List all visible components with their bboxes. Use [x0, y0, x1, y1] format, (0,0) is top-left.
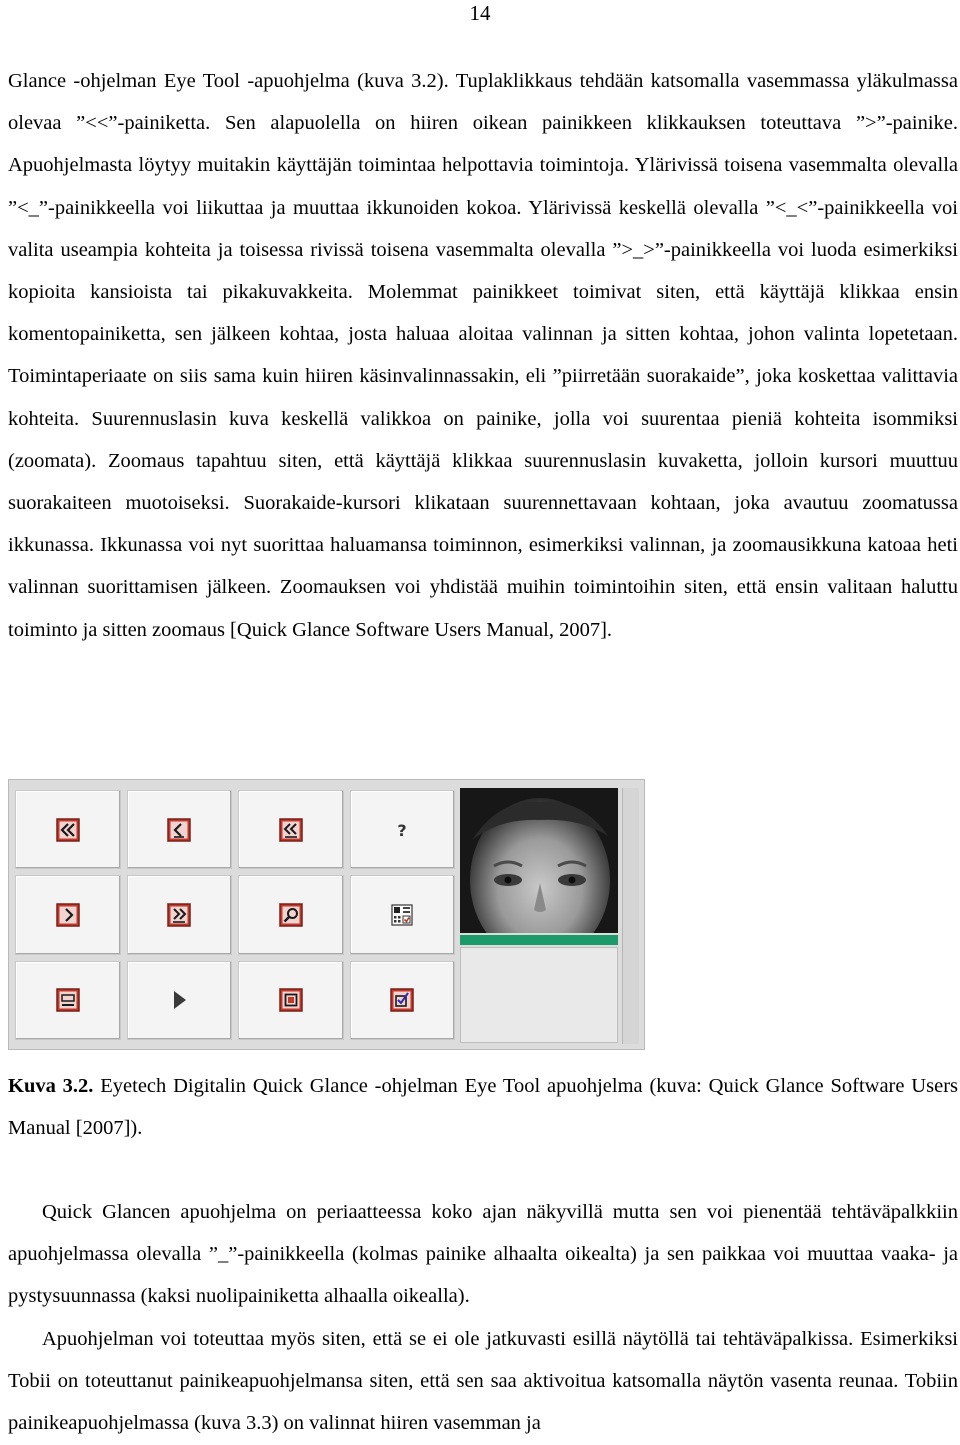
settings-button[interactable] [350, 961, 456, 1040]
double-left-arrow-underline-icon [279, 818, 303, 842]
eye-tool-button-grid [15, 790, 455, 1040]
double-left-arrow-icon [56, 818, 80, 842]
eye-tool-side-panel [460, 947, 618, 1043]
right-arrow-icon [56, 903, 80, 927]
camera-status-bar [460, 935, 618, 945]
svg-text:?: ? [397, 820, 407, 840]
figure-caption-text: Eyetech Digitalin Quick Glance -ohjelman Eye Tool apuohjelma (kuva: Quick Glance Software Users Manual [2007]). [8, 1075, 958, 1139]
drag-copy-button[interactable] [127, 875, 233, 954]
play-button[interactable] [127, 961, 233, 1040]
double-click-button[interactable] [15, 790, 121, 869]
checkbox-window-icon [390, 988, 414, 1012]
eye-tool-figure [8, 779, 645, 1050]
figure-caption-label: Kuva 3.2. [8, 1075, 94, 1097]
camera-eye-view [460, 788, 618, 933]
move-resize-button[interactable] [127, 790, 233, 869]
right-click-button[interactable] [15, 875, 121, 954]
page-number: 14 [469, 1, 491, 25]
minimize-taskbar-button[interactable] [15, 961, 121, 1040]
magnifier-icon [279, 903, 303, 927]
multi-select-button[interactable] [238, 790, 344, 869]
left-arrow-icon [167, 818, 191, 842]
window-icon [279, 988, 303, 1012]
keyboard-grid-button[interactable] [350, 875, 456, 954]
taskbar-icon [56, 988, 80, 1012]
paragraph-eye-tool-description: Glance -ohjelman Eye Tool -apuohjelma (kuva 3.2). Tuplaklikkaus tehdään katsomalla vasemmassa yläkulmassa olevaa ”<<”-painiketta. Sen alapuolella on hiiren oikean painikkeen klikkauksen toteuttava ”>”-painike. Apuohjelmasta löytyy muitakin käyttäjän toimintaa helpottavia toimintoja. Ylärivissä toisena vasemmalta olevalla ”<_”-painikkeella voi liikuttaa ja muuttaa ikkunoiden kokoa. Ylärivissä keskellä olevalla ”<_<”-painikkeella voi valita useampia kohteita ja toisessa rivissä toisena vasemmalta olevalla ”>_>”-painikkeella voi luoda esimerkiksi kopioita kansioista tai pikakuvakkeita. Molemmat painikkeet toimivat siten, että käyttäjä klikkaa ensin komentopainiketta, sen jälkeen kohtaa, josta haluaa aloitaa valinnan ja sitten kohtaa, johon valinta lopetetaan. Toimintaperiaate on siis sama kuin hiiren käsinvalinnassakin, eli ”piirretään suorakaide”, joka koskettaa valittavia kohteita. Suurennuslasin kuva keskellä valikkoa on painike, jolla voi suurentaa pieniä kohteita isommiksi (zoomata). Zoomaus tapahtuu siten, että käyttäjä klikkaa suurennuslasin kuvaketta, jolloin kursori muuttuu suorakaiteen muotoiseksi. Suorakaide-kursori klikataan suurennettavaan kohtaan, joka avautuu zoomatussa ikkunassa. Ikkunassa voi nyt suorittaa haluamansa toiminnon, esimerkiksi valinnan, ja zoomausikkuna katoaa heti valinnan suorittamisen jälkeen. Zoomauksen voi yhdistää muihin toimintoihin siten, että ensin valitaan haluttu toiminto ja sitten zoomaus [Quick Glance Software Users Manual, 2007]. [8, 70, 958, 641]
help-button[interactable] [350, 790, 456, 869]
window-button[interactable] [238, 961, 344, 1040]
right-arrow-underline-icon [167, 903, 191, 927]
keypad-icon [390, 903, 414, 927]
zoom-button[interactable] [238, 875, 344, 954]
question-icon [390, 818, 414, 842]
figure-caption [8, 1065, 958, 1149]
play-icon [167, 988, 191, 1012]
paragraph-minimize-description: Quick Glancen apuohjelma on periaatteessa koko ajan näkyvillä mutta sen voi pienentää tehtäväpalkkiin apuohjelmassa olevalla ”_”-painikkeella (kolmas painike alhaalta oikealta) ja sen paikkaa voi muuttaa vaaka- ja pystysuunnassa (kaksi nuolipainiketta alhaalla oikealla). [8, 1201, 958, 1308]
paragraph-tobii-description: Apuohjelman voi toteuttaa myös siten, että se ei ole jatkuvasti esillä näytöllä tai tehtäväpalkissa. Esimerkiksi Tobii on toteuttanut painikeapuohjelmansa siten, että sen saa aktivoitua katsomalla näytön vasenta reunaa. Tobiin painikeapuohjelmassa (kuva 3.3) on valinnat hiiren vasemman ja [8, 1328, 958, 1435]
vertical-scrollbar[interactable] [622, 788, 639, 1044]
